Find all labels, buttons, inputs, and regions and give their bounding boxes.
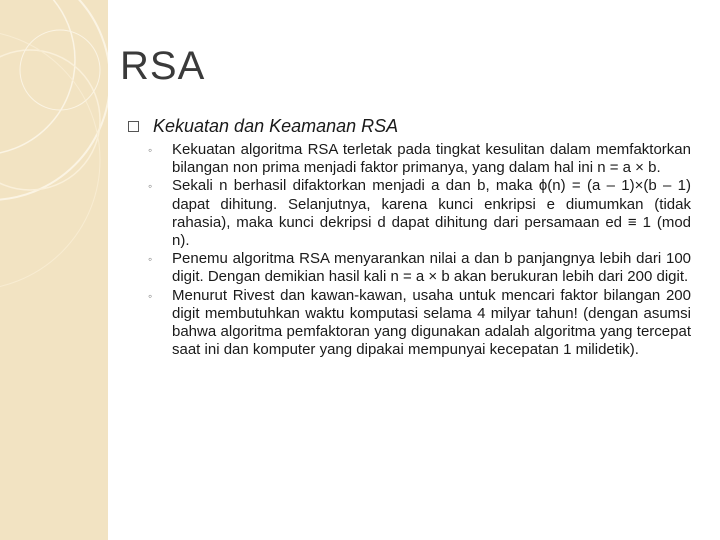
decorative-circles <box>0 0 108 540</box>
checkbox-bullet-icon <box>128 121 139 132</box>
bullet-dot-icon: ◦ <box>148 288 153 303</box>
bullet-list <box>148 141 691 359</box>
list-item <box>148 250 691 286</box>
slide-title: RSA <box>120 44 206 88</box>
list-item <box>148 141 691 177</box>
bullet-text: Penemu algoritma RSA menyarankan nilai a dan b panjangnya lebih dari 100 digit. Dengan demikian hasil kali n = a × b akan berukuran lebih dari 200 digit. <box>172 250 691 286</box>
list-item <box>148 177 691 250</box>
bullet-text: Sekali n berhasil difaktorkan menjadi a dan b, maka ϕ(n) = (a – 1)×(b – 1) dapat dihitung. Selanjutnya, karena kunci enkripsi e diumumkan (tidak rahasia), maka kunci dekripsi d dapat dihitung dari persamaan ed ≡ 1 (mod n). <box>172 177 691 250</box>
bullet-text: Menurut Rivest dan kawan-kawan, usaha untuk mencari faktor bilangan 200 digit membutuhkan waktu komputasi selama 4 milyar tahun! (dengan asumsi bahwa algoritma pemfaktoran yang digunakan adalah algoritma yang tercepat saat ini dan komputer yang dipakai mempunyai kecepatan 1 milidetik). <box>172 286 691 359</box>
bullet-dot-icon: ◦ <box>148 143 153 157</box>
bullet-text: Kekuatan algoritma RSA terletak pada tingkat kesulitan dalam memfaktorkan bilangan non prima menjadi faktor primanya, yang dalam hal ini n = a × b. <box>172 141 691 177</box>
decorative-side-band <box>0 0 108 540</box>
section-heading <box>128 116 398 137</box>
bullet-dot-icon: ◦ <box>148 252 153 267</box>
list-item <box>148 287 691 360</box>
bullet-dot-icon: ◦ <box>148 179 153 194</box>
section-heading-text: Kekuatan dan Keamanan RSA <box>153 116 399 136</box>
